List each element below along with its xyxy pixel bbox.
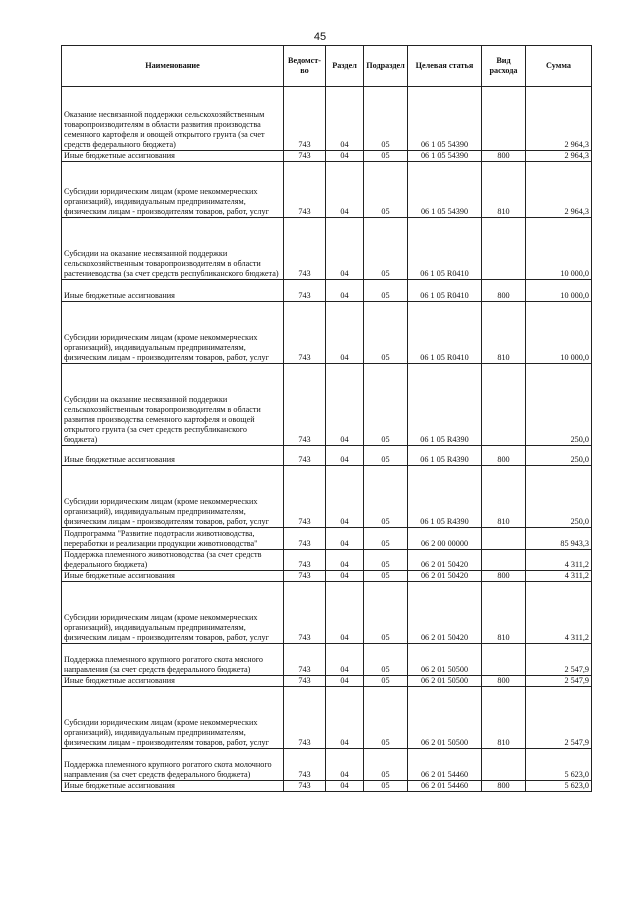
cell-section: 04 <box>326 302 364 364</box>
cell-dept: 743 <box>284 87 326 151</box>
cell-name: Субсидии юридическим лицам (кроме некоммерческих организаций), индивидуальным предпринимателям, физическим лицам - производителям товаров, работ, услуг <box>62 302 284 364</box>
cell-subsection: 05 <box>364 218 408 280</box>
table-row <box>62 218 592 280</box>
cell-subsection: 05 <box>364 151 408 162</box>
cell-sum: 2 964,3 <box>526 162 592 218</box>
cell-subsection: 05 <box>364 162 408 218</box>
cell-dept: 743 <box>284 676 326 687</box>
cell-subsection: 05 <box>364 676 408 687</box>
cell-section: 04 <box>326 644 364 676</box>
cell-name: Поддержка племенного крупного рогатого скота мясного направления (за счет средств федерального бюджета) <box>62 644 284 676</box>
cell-dept: 743 <box>284 218 326 280</box>
cell-target: 06 1 05 R4390 <box>408 446 482 466</box>
cell-sum: 2 547,9 <box>526 687 592 749</box>
cell-sum: 2 547,9 <box>526 644 592 676</box>
cell-sum: 250,0 <box>526 364 592 446</box>
cell-type: 800 <box>482 446 526 466</box>
cell-dept: 743 <box>284 644 326 676</box>
cell-name: Оказание несвязанной поддержки сельскохозяйственным товаропроизводителям в области развития производства семенного картофеля и овощей открытого грунта (за счет средств федерального бюджета) <box>62 87 284 151</box>
cell-type <box>482 749 526 781</box>
cell-type: 810 <box>482 302 526 364</box>
cell-sum: 5 623,0 <box>526 781 592 792</box>
cell-target: 06 1 05 R0410 <box>408 302 482 364</box>
cell-dept: 743 <box>284 582 326 644</box>
cell-sum: 4 311,2 <box>526 550 592 571</box>
cell-subsection: 05 <box>364 364 408 446</box>
cell-sum: 10 000,0 <box>526 302 592 364</box>
cell-type: 800 <box>482 676 526 687</box>
cell-subsection: 05 <box>364 87 408 151</box>
cell-target: 06 2 01 50420 <box>408 582 482 644</box>
cell-target: 06 1 05 R0410 <box>408 218 482 280</box>
cell-section: 04 <box>326 280 364 302</box>
cell-dept: 743 <box>284 528 326 550</box>
cell-sum: 10 000,0 <box>526 218 592 280</box>
page-number: 45 <box>313 31 327 43</box>
cell-subsection: 05 <box>364 571 408 582</box>
cell-dept: 743 <box>284 162 326 218</box>
table-row <box>62 302 592 364</box>
cell-target: 06 1 05 R0410 <box>408 280 482 302</box>
cell-type <box>482 550 526 571</box>
cell-target: 06 1 05 54390 <box>408 87 482 151</box>
cell-dept: 743 <box>284 364 326 446</box>
cell-type: 800 <box>482 151 526 162</box>
cell-target: 06 2 00 00000 <box>408 528 482 550</box>
header-type: Вид расхода <box>482 46 526 87</box>
cell-name: Субсидии юридическим лицам (кроме некоммерческих организаций), индивидуальным предпринимателям, физическим лицам - производителям товаров, работ, услуг <box>62 162 284 218</box>
table-row <box>62 446 592 466</box>
table-row <box>62 687 592 749</box>
cell-subsection: 05 <box>364 466 408 528</box>
cell-name: Иные бюджетные ассигнования <box>62 781 284 792</box>
cell-target: 06 1 05 R4390 <box>408 466 482 528</box>
header-sum: Сумма <box>526 46 592 87</box>
table-header-row <box>62 46 592 87</box>
cell-dept: 743 <box>284 571 326 582</box>
cell-subsection: 05 <box>364 781 408 792</box>
cell-sum: 250,0 <box>526 446 592 466</box>
cell-subsection: 05 <box>364 302 408 364</box>
cell-sum: 5 623,0 <box>526 749 592 781</box>
table-row <box>62 676 592 687</box>
header-dept: Ведомст-во <box>284 46 326 87</box>
header-section: Раздел <box>326 46 364 87</box>
table-row <box>62 280 592 302</box>
cell-subsection: 05 <box>364 280 408 302</box>
cell-name: Субсидии юридическим лицам (кроме некоммерческих организаций), индивидуальным предпринимателям, физическим лицам - производителям товаров, работ, услуг <box>62 582 284 644</box>
cell-name: Субсидии на оказание несвязанной поддержки сельскохозяйственным товаропроизводителям в области растениеводства (за счет средств республиканского бюджета) <box>62 218 284 280</box>
table-row <box>62 749 592 781</box>
cell-target: 06 1 05 54390 <box>408 162 482 218</box>
cell-type: 810 <box>482 582 526 644</box>
cell-name: Иные бюджетные ассигнования <box>62 571 284 582</box>
cell-name: Поддержка племенного крупного рогатого скота молочного направления (за счет средств федерального бюджета) <box>62 749 284 781</box>
cell-section: 04 <box>326 528 364 550</box>
cell-sum: 250,0 <box>526 466 592 528</box>
cell-dept: 743 <box>284 466 326 528</box>
cell-subsection: 05 <box>364 550 408 571</box>
header-subsection: Подраздел <box>364 46 408 87</box>
cell-type: 810 <box>482 466 526 528</box>
cell-target: 06 2 01 54460 <box>408 749 482 781</box>
table-row <box>62 528 592 550</box>
cell-name: Иные бюджетные ассигнования <box>62 280 284 302</box>
cell-sum: 10 000,0 <box>526 280 592 302</box>
header-target: Целевая статья <box>408 46 482 87</box>
cell-dept: 743 <box>284 749 326 781</box>
table-row <box>62 466 592 528</box>
cell-subsection: 05 <box>364 687 408 749</box>
cell-sum: 2 964,3 <box>526 151 592 162</box>
header-name: Наименование <box>62 46 284 87</box>
cell-name: Подпрограмма "Развитие подотрасли животноводства, переработки и реализации продукции животноводства" <box>62 528 284 550</box>
cell-section: 04 <box>326 446 364 466</box>
cell-type <box>482 644 526 676</box>
table-row <box>62 151 592 162</box>
cell-target: 06 2 01 50500 <box>408 644 482 676</box>
cell-type: 800 <box>482 781 526 792</box>
table-row <box>62 582 592 644</box>
cell-section: 04 <box>326 550 364 571</box>
cell-subsection: 05 <box>364 582 408 644</box>
cell-name: Субсидии на оказание несвязанной поддержки сельскохозяйственным товаропроизводителям в области развития производства семенного картофеля и овощей открытого грунта (за счет средств республиканского бюджета) <box>62 364 284 446</box>
table-row <box>62 644 592 676</box>
cell-section: 04 <box>326 687 364 749</box>
cell-target: 06 1 05 54390 <box>408 151 482 162</box>
cell-sum: 2 547,9 <box>526 676 592 687</box>
cell-type: 810 <box>482 162 526 218</box>
cell-section: 04 <box>326 162 364 218</box>
cell-name: Иные бюджетные ассигнования <box>62 676 284 687</box>
cell-section: 04 <box>326 582 364 644</box>
table-row <box>62 571 592 582</box>
cell-dept: 743 <box>284 446 326 466</box>
cell-subsection: 05 <box>364 644 408 676</box>
cell-type: 800 <box>482 571 526 582</box>
cell-sum: 4 311,2 <box>526 571 592 582</box>
cell-section: 04 <box>326 781 364 792</box>
table-row <box>62 364 592 446</box>
table-row <box>62 162 592 218</box>
budget-table <box>61 45 592 792</box>
cell-section: 04 <box>326 87 364 151</box>
cell-sum: 4 311,2 <box>526 582 592 644</box>
cell-dept: 743 <box>284 550 326 571</box>
cell-sum: 2 964,3 <box>526 87 592 151</box>
cell-subsection: 05 <box>364 749 408 781</box>
table-row <box>62 87 592 151</box>
cell-name: Иные бюджетные ассигнования <box>62 151 284 162</box>
table-row <box>62 781 592 792</box>
cell-dept: 743 <box>284 687 326 749</box>
cell-section: 04 <box>326 571 364 582</box>
cell-dept: 743 <box>284 302 326 364</box>
cell-type: 810 <box>482 687 526 749</box>
cell-name: Субсидии юридическим лицам (кроме некоммерческих организаций), индивидуальным предпринимателям, физическим лицам - производителям товаров, работ, услуг <box>62 687 284 749</box>
cell-section: 04 <box>326 749 364 781</box>
cell-target: 06 2 01 50500 <box>408 687 482 749</box>
cell-target: 06 2 01 50500 <box>408 676 482 687</box>
cell-section: 04 <box>326 218 364 280</box>
cell-sum: 85 943,3 <box>526 528 592 550</box>
cell-name: Субсидии юридическим лицам (кроме некоммерческих организаций), индивидуальным предпринимателям, физическим лицам - производителям товаров, работ, услуг <box>62 466 284 528</box>
cell-section: 04 <box>326 364 364 446</box>
cell-type <box>482 528 526 550</box>
cell-target: 06 2 01 50420 <box>408 550 482 571</box>
cell-target: 06 1 05 R4390 <box>408 364 482 446</box>
cell-type <box>482 218 526 280</box>
cell-type <box>482 87 526 151</box>
cell-dept: 743 <box>284 280 326 302</box>
cell-target: 06 2 01 54460 <box>408 781 482 792</box>
table-row <box>62 550 592 571</box>
cell-dept: 743 <box>284 781 326 792</box>
cell-subsection: 05 <box>364 446 408 466</box>
cell-target: 06 2 01 50420 <box>408 571 482 582</box>
cell-section: 04 <box>326 676 364 687</box>
cell-section: 04 <box>326 466 364 528</box>
cell-type <box>482 364 526 446</box>
cell-type: 800 <box>482 280 526 302</box>
cell-section: 04 <box>326 151 364 162</box>
cell-name: Иные бюджетные ассигнования <box>62 446 284 466</box>
cell-dept: 743 <box>284 151 326 162</box>
cell-name: Поддержка племенного животноводства (за счет средств федерального бюджета) <box>62 550 284 571</box>
cell-subsection: 05 <box>364 528 408 550</box>
